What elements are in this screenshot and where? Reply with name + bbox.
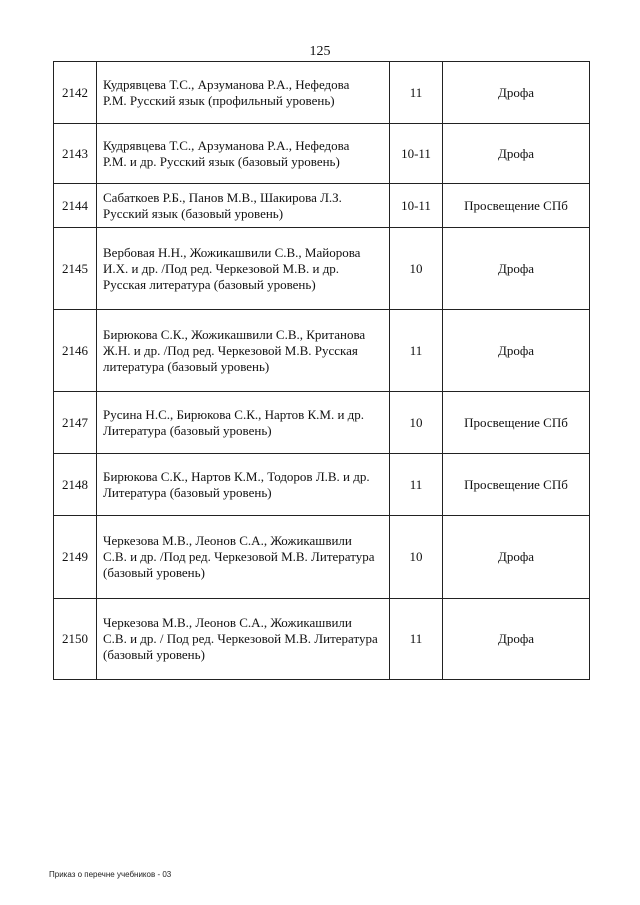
grade: 11 <box>390 454 443 516</box>
grade: 11 <box>390 599 443 680</box>
publisher: Дрофа <box>443 228 590 310</box>
title-line: Р.М. Русский язык (профильный уровень) <box>103 92 335 108</box>
title-line: И.Х. и др. /Под ред. Черкезовой М.В. и др. <box>103 260 340 276</box>
grade: 10-11 <box>390 124 443 184</box>
table-row <box>54 124 590 184</box>
book-title <box>97 124 390 184</box>
grade: 10 <box>390 228 443 310</box>
table-row <box>54 599 590 680</box>
title-line: (базовый уровень) <box>103 565 205 580</box>
grade: 11 <box>390 310 443 392</box>
title-line: Литература (базовый уровень) <box>103 422 272 438</box>
title-line: Бирюкова С.К., Жожикашвили С.В., Кританова <box>103 326 366 342</box>
publisher: Дрофа <box>443 516 590 599</box>
title-line: литература (базовый уровень) <box>103 358 270 374</box>
book-title <box>97 62 390 124</box>
book-title <box>97 184 390 228</box>
textbook-table <box>53 61 590 680</box>
row-number: 2147 <box>54 392 97 454</box>
row-number: 2142 <box>54 62 97 124</box>
table-row <box>54 454 590 516</box>
title-line: Русский язык (базовый уровень) <box>103 205 284 221</box>
title-line: Литература (базовый уровень) <box>103 484 272 500</box>
publisher: Дрофа <box>443 62 590 124</box>
title-line: Кудрявцева Т.С., Арзуманова Р.А., Нефедова <box>103 76 350 92</box>
table-row <box>54 228 590 310</box>
publisher: Просвещение СПб <box>443 392 590 454</box>
row-number: 2148 <box>54 454 97 516</box>
grade: 10 <box>390 516 443 599</box>
title-line: Ж.Н. и др. /Под ред. Черкезовой М.В. Русская <box>103 342 358 358</box>
publisher: Просвещение СПб <box>443 184 590 228</box>
grade: 10 <box>390 392 443 454</box>
table-row <box>54 310 590 392</box>
title-line: Вербовая Н.Н., Жожикашвили С.В., Майорова <box>103 244 361 260</box>
title-line: Кудрявцева Т.С., Арзуманова Р.А., Нефедова <box>103 137 350 153</box>
row-number: 2150 <box>54 599 97 680</box>
publisher: Дрофа <box>443 310 590 392</box>
book-title <box>97 599 390 680</box>
table-row <box>54 516 590 599</box>
table-row <box>54 184 590 228</box>
row-number: 2145 <box>54 228 97 310</box>
document-footer: Приказ о перечне учебников - 03 <box>49 870 172 879</box>
book-title <box>97 516 390 599</box>
row-number: 2146 <box>54 310 97 392</box>
title-line: С.В. и др. /Под ред. Черкезовой М.В. Литература <box>103 549 375 564</box>
title-line: Р.М. и др. Русский язык (базовый уровень) <box>103 153 340 169</box>
book-title <box>97 228 390 310</box>
title-line: С.В. и др. / Под ред. Черкезовой М.В. Литература <box>103 631 378 646</box>
title-line: Черкезова М.В., Леонов С.А., Жожикашвили <box>103 533 352 548</box>
title-line: Русина Н.С., Бирюкова С.К., Нартов К.М. и др. <box>103 406 365 422</box>
publisher: Просвещение СПб <box>443 454 590 516</box>
publisher: Дрофа <box>443 124 590 184</box>
row-number: 2143 <box>54 124 97 184</box>
row-number: 2149 <box>54 516 97 599</box>
title-line: (базовый уровень) <box>103 647 205 662</box>
book-title <box>97 392 390 454</box>
row-number: 2144 <box>54 184 97 228</box>
table-row <box>54 392 590 454</box>
title-line: Черкезова М.В., Леонов С.А., Жожикашвили <box>103 615 352 630</box>
table-row <box>54 62 590 124</box>
grade: 10-11 <box>390 184 443 228</box>
book-title <box>97 310 390 392</box>
page-number: 125 <box>309 44 331 59</box>
grade: 11 <box>390 62 443 124</box>
title-line: Бирюкова С.К., Нартов К.М., Тодоров Л.В. и др. <box>103 468 370 484</box>
publisher: Дрофа <box>443 599 590 680</box>
book-title <box>97 454 390 516</box>
title-line: Сабаткоев Р.Б., Панов М.В., Шакирова Л.З. <box>103 189 342 205</box>
title-line: Русская литература (базовый уровень) <box>103 276 316 292</box>
